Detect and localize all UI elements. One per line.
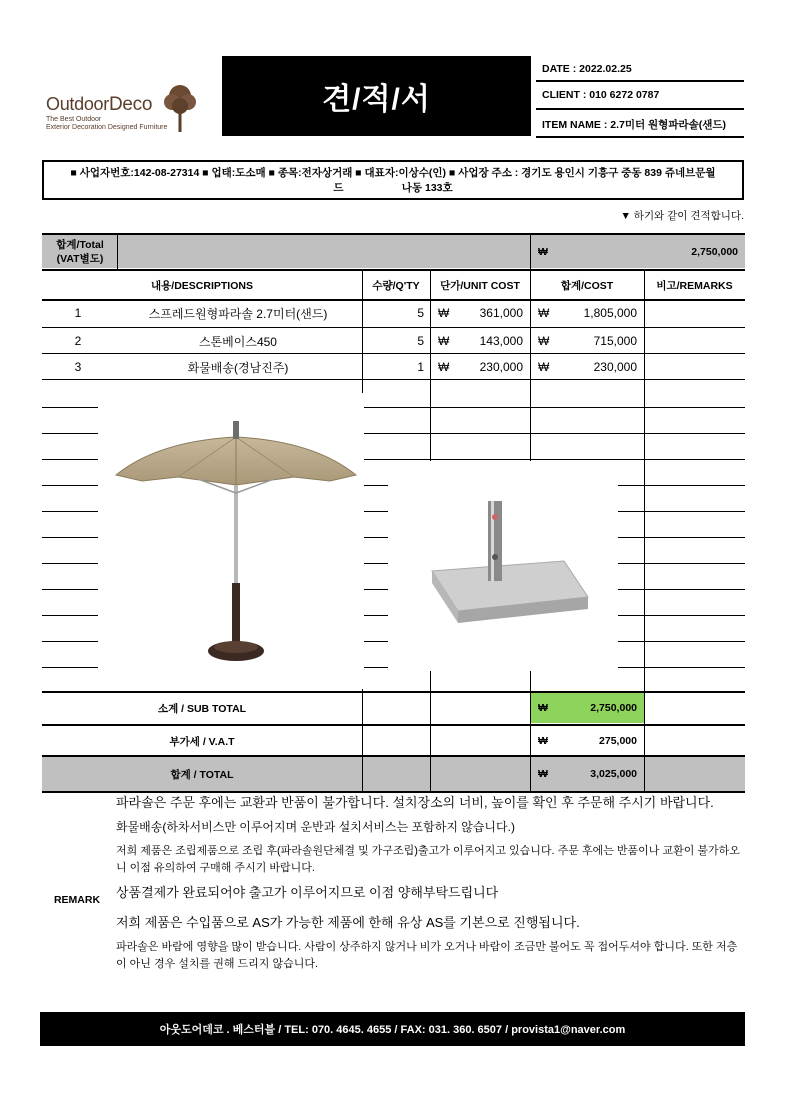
info-date-text: DATE : 2022.02.25 — [542, 63, 632, 75]
grand-total-currency: ₩ — [538, 768, 548, 780]
item-unit-cost: 361,000 — [479, 306, 523, 320]
header-qty: 수량/Q'TY — [372, 279, 420, 292]
item-no: 3 — [74, 360, 82, 374]
logo-brand — [46, 94, 152, 116]
logo-tagline-2: Exterior Decoration Designed Furniture — [46, 124, 168, 131]
total-row-amount: 2,750,000 — [691, 245, 738, 258]
item-desc: 스프레드원형파라솔 2.7미터(샌드) — [148, 306, 328, 321]
total-row-label-2: (VAT별도) — [56, 252, 104, 265]
total-row-currency: ₩ — [538, 245, 548, 258]
remarks-list — [116, 794, 744, 973]
info-client-text: CLIENT : 010 6272 0787 — [542, 89, 660, 101]
header-descriptions: 내용/DESCRIPTIONS — [151, 279, 253, 292]
item-unit-cost: 143,000 — [479, 334, 523, 348]
quote-note: ▼ 하기와 같이 견적합니다. — [620, 210, 744, 222]
header-remarks: 비고/REMARKS — [656, 279, 733, 292]
item-cost-currency: ₩ — [538, 360, 550, 374]
info-client — [536, 86, 744, 110]
parasol-icon — [98, 393, 364, 689]
vat-amount: 275,000 — [599, 735, 637, 747]
business-info-line-1: ■ 사업자번호:142-08-27314 ■ 업태:도소매 ■ 종목:전자상거래 ■ 대표자:이상수(인) ■ 사업장 주소 : 경기도 용인시 기흥구 중동 839 쥬네브문월 — [70, 167, 716, 179]
item-qty: 5 — [417, 306, 424, 320]
info-item-text: ITEM NAME : 2.7미터 원형파라솔(샌드) — [542, 119, 727, 131]
remark-item: 파라솔은 주문 후에는 교환과 반품이 불가합니다. 설치장소의 너비, 높이를 확인 후 주문해 주시기 바랍니다. — [116, 795, 714, 810]
item-cost: 1,805,000 — [583, 306, 637, 320]
remark-item: 저희 제품은 조립제품으로 조립 후(파라솔원단체결 및 가구조립)출고가 이루어지고 있습니다. 주문 후에는 반품이나 교환이 불가하오니 이점 유의하여 구매해 주시기 바랍니다. — [116, 845, 740, 874]
remark-label: REMARK — [53, 894, 101, 906]
subtotal-label: 소계 / SUB TOTAL — [157, 702, 247, 715]
item-cost-currency: ₩ — [538, 306, 550, 320]
grand-total-amount: 3,025,000 — [590, 768, 637, 780]
quote-table — [42, 233, 745, 793]
business-info — [42, 160, 744, 200]
header-unit-cost: 단가/UNIT COST — [440, 279, 520, 292]
item-cost-currency: ₩ — [538, 334, 550, 348]
info-item-name — [536, 114, 744, 138]
vat-currency: ₩ — [538, 735, 548, 747]
tree-icon — [162, 82, 198, 134]
grand-total-label: 합계 / TOTAL — [170, 768, 234, 781]
remark-item: 상품결제가 완료되어야 출고가 이루어지므로 이점 양해부탁드립니다 — [116, 885, 499, 900]
item-unit-currency: ₩ — [438, 306, 450, 320]
info-date — [536, 60, 744, 82]
stone-base-icon — [388, 461, 618, 671]
item-no: 2 — [74, 334, 82, 348]
footer-contact: 아웃도어데코 . 베스터블 / TEL: 070. 4645. 4655 / FAX: 031. 360. 6507 / provista1@naver.com — [40, 1012, 745, 1046]
item-desc: 화물배송(경남진주) — [187, 360, 289, 375]
header-cost: 합계/COST — [560, 279, 614, 292]
item-qty: 1 — [417, 360, 424, 374]
item-qty: 5 — [417, 334, 424, 348]
logo-brand-deco: Deco — [108, 94, 153, 115]
logo-brand-outdoor: Outdoor — [46, 94, 109, 114]
item-unit-currency: ₩ — [438, 334, 450, 348]
remark-item: 저희 제품은 수입품으로 AS가 가능한 제품에 한해 유상 AS를 기본으로 진행됩니다. — [116, 915, 580, 930]
item-desc: 스톤베이스450 — [199, 334, 277, 349]
remark-item: 화물배송(하차서비스만 이루어지며 운반과 설치서비스는 포함하지 않습니다.) — [116, 820, 515, 834]
item-cost: 230,000 — [593, 360, 637, 374]
subtotal-currency: ₩ — [538, 702, 548, 714]
company-logo — [44, 82, 204, 142]
item-unit-currency: ₩ — [438, 360, 450, 374]
stone-base-image — [388, 461, 618, 671]
remark-item: 파라솔은 바람에 영향을 많이 받습니다. 사람이 상주하지 않거나 비가 오거나 바람이 조금만 불어도 꼭 접어두셔야 합니다. 또한 저층이 아닌 경우 설치를 권해 드리지 않습니다. — [116, 941, 738, 970]
business-info-line-2: 드 나동 133호 — [333, 182, 453, 194]
logo-tagline-1: The Best Outdoor — [46, 116, 102, 123]
subtotal-amount: 2,750,000 — [590, 702, 637, 714]
vat-label: 부가세 / V.A.T — [169, 735, 235, 748]
parasol-image — [98, 393, 364, 689]
item-unit-cost: 230,000 — [479, 360, 523, 374]
total-row-label — [42, 235, 118, 268]
document-title: 견/적/서 — [222, 56, 531, 136]
total-row-label-1: 합계/Total — [56, 238, 104, 251]
item-no: 1 — [74, 306, 82, 320]
item-cost: 715,000 — [593, 334, 637, 348]
